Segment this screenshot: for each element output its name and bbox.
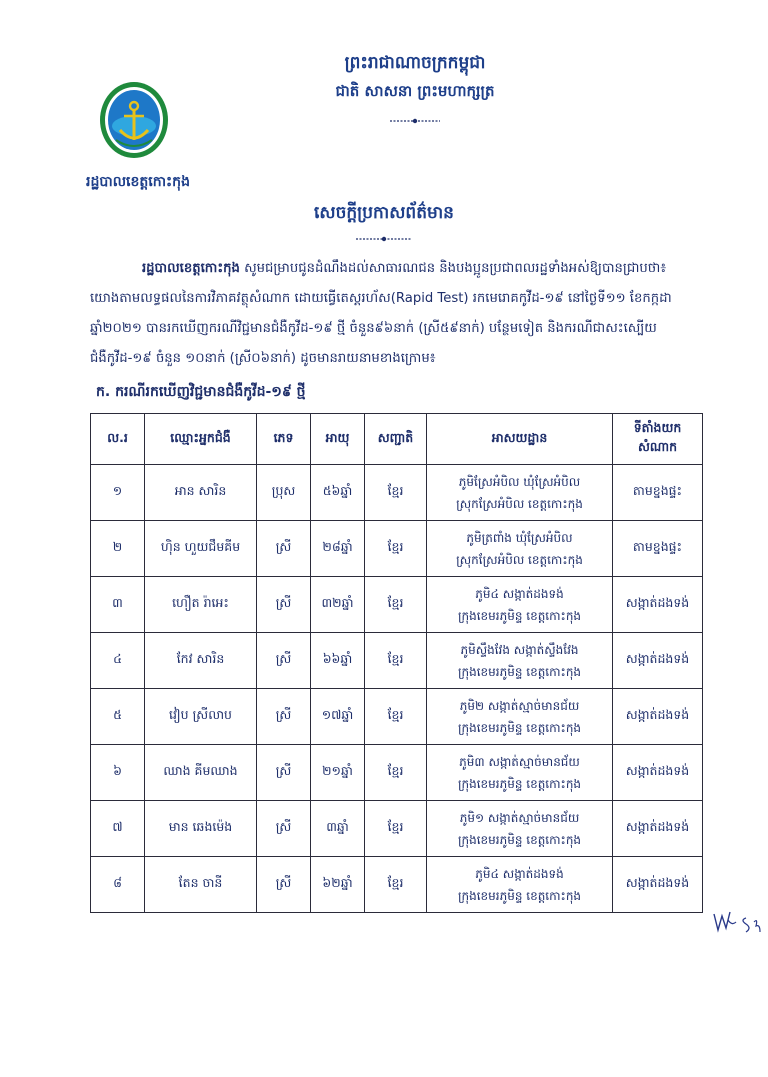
address-line-2: ក្រុងខេមរភូមិន្ទ ខេត្តកោះកុង [457, 832, 582, 847]
address-line-2: ក្រុងខេមរភូមិន្ទ ខេត្តកោះកុង [457, 664, 582, 679]
cell-sex: ស្រី [257, 577, 311, 633]
address-line-1: ភូមិ១ សង្កាត់ស្មាច់មានជ័យ [459, 810, 580, 825]
cell-no: ៤ [91, 633, 145, 689]
address-line-1: ភូមិ៤ សង្កាត់ដងទង់ [475, 586, 564, 601]
cell-address [427, 577, 613, 633]
cell-address [427, 521, 613, 577]
cell-name: កែវ សារិន [145, 633, 257, 689]
address-line-2: ក្រុងខេមរភូមិន្ទ ខេត្តកោះកុង [457, 776, 582, 791]
cell-address [427, 633, 613, 689]
cell-location: តាមខ្នងផ្ទះ [613, 521, 703, 577]
address-line-1: ភូមិ២ សង្កាត់ស្មាច់មានជ័យ [459, 698, 580, 713]
cell-name: មាន ឆេងម៉េង [145, 801, 257, 857]
cell-sex: ស្រី [257, 801, 311, 857]
cell-name: តែន ចានី [145, 857, 257, 913]
cell-sex: ស្រី [257, 689, 311, 745]
cell-location: សង្កាត់ដងទង់ [613, 689, 703, 745]
address-line-1: ភូមិស្ទឹងវែង សង្កាត់ស្ទឹងវែង [460, 642, 579, 657]
cell-no: ៦ [91, 745, 145, 801]
announcement-paragraph [90, 254, 686, 374]
table-row [91, 465, 703, 521]
cell-sex: ស្រី [257, 521, 311, 577]
header-nationality: សញ្ជាតិ [365, 414, 427, 465]
organization-name: រដ្ឋបាលខេត្តកោះកុង [86, 174, 190, 190]
cell-address [427, 745, 613, 801]
table-row [91, 689, 703, 745]
cell-name: វៀប ស្រីលាប [145, 689, 257, 745]
cell-no: ៥ [91, 689, 145, 745]
table-row [91, 801, 703, 857]
cell-address [427, 689, 613, 745]
address-line-2: ស្រុកស្រែអំបិល ខេត្តកោះកុង [456, 552, 583, 567]
header-no: ល.រ [91, 414, 145, 465]
cell-name: ហឿត រ៉ាអេះ [145, 577, 257, 633]
cell-address [427, 801, 613, 857]
header-sample-location: ទីតាំងយកសំណាក [613, 414, 703, 465]
cell-name: អាន សារិន [145, 465, 257, 521]
cell-age: ២១ឆ្នាំ [311, 745, 365, 801]
paragraph-lead: រដ្ឋបាលខេត្តកោះកុង [142, 261, 240, 276]
cell-nationality: ខ្មែរ [365, 465, 427, 521]
cell-age: ៦៦ឆ្នាំ [311, 633, 365, 689]
header-sex: ភេទ [257, 414, 311, 465]
national-motto: ជាតិ សាសនា ព្រះមហាក្សត្រ [335, 82, 495, 100]
table-row [91, 577, 703, 633]
cell-no: ៣ [91, 577, 145, 633]
section-heading: ក. ករណីរកឃើញវិជ្ជមានជំងឺកូវីដ-១៩ ថ្មី [96, 384, 306, 400]
cell-location: សង្កាត់ដងទង់ [613, 633, 703, 689]
cell-nationality: ខ្មែរ [365, 521, 427, 577]
address-line-2: ក្រុងខេមរភូមិន្ទ ខេត្តកោះកុង [457, 720, 582, 735]
cell-nationality: ខ្មែរ [365, 689, 427, 745]
cell-nationality: ខ្មែរ [365, 801, 427, 857]
cell-age: ៦២ឆ្នាំ [311, 857, 365, 913]
cell-age: ៣ឆ្នាំ [311, 801, 365, 857]
table-row [91, 633, 703, 689]
cases-table [90, 413, 703, 913]
cell-address [427, 857, 613, 913]
address-line-1: ភូមិ៤ សង្កាត់ដងទង់ [475, 866, 564, 881]
cell-sex: ប្រុស [257, 465, 311, 521]
table-row [91, 745, 703, 801]
table-row [91, 857, 703, 913]
address-line-2: ក្រុងខេមរភូមិន្ទ ខេត្តកោះកុង [457, 608, 582, 623]
cell-sex: ស្រី [257, 745, 311, 801]
address-line-1: ភូមិ៣ សង្កាត់ស្មាច់មានជ័យ [459, 754, 580, 769]
address-line-2: ស្រុកស្រែអំបិល ខេត្តកោះកុង [456, 496, 583, 511]
cell-age: ៥៦ឆ្នាំ [311, 465, 365, 521]
paragraph-text: សូមជម្រាបជូនដំណឹងដល់សាធារណជន និងបងប្អូនប្រជាពលរដ្ឋទាំងអស់ឱ្យបានជ្រាបថា៖ យោងតាមលទ្ធផលនៃការវិភាគវត្ថុសំណាក ដោយធ្វើតេស្តរហ័ស(Rapid Test) រកមេរោគកូវីដ-១៩ នៅថ្ងៃទី១១ ខែកក្កដា ឆ្នាំ២០២១ បានរកឃើញករណីវិជ្ជមានជំងឺកូវីដ-១៩ ថ្មី ចំនួន៩៦នាក់ (ស្រី៥៩នាក់) បន្ថែមទៀត និងករណីជាសះស្បើយជំងឺកូវីដ-១៩ ចំនួន ១០នាក់ (ស្រី០៦នាក់) ដូចមានរាយនាមខាងក្រោម៖ [90, 261, 672, 366]
table-row [91, 521, 703, 577]
header-name: ឈ្មោះអ្នកជំងឺ [145, 414, 257, 465]
address-line-1: ភូមិស្រែអំបិល ឃុំស្រែអំបិល [458, 474, 581, 489]
cell-nationality: ខ្មែរ [365, 633, 427, 689]
cell-no: ២ [91, 521, 145, 577]
kingdom-title: ព្រះរាជាណាចក្រកម្ពុជា [344, 53, 486, 73]
cell-name: ឈាង គីមឈាង [145, 745, 257, 801]
cell-age: ១៧ឆ្នាំ [311, 689, 365, 745]
cell-location: តាមខ្នងផ្ទះ [613, 465, 703, 521]
handwritten-initials-icon [710, 906, 764, 936]
cell-nationality: ខ្មែរ [365, 857, 427, 913]
cell-location: សង្កាត់ដងទង់ [613, 745, 703, 801]
ornament-divider-icon [356, 235, 412, 243]
cell-nationality: ខ្មែរ [365, 745, 427, 801]
document-title: សេចក្តីប្រកាសព័ត៌មាន [314, 203, 454, 223]
header-age: អាយុ [311, 414, 365, 465]
address-line-2: ក្រុងខេមរភូមិន្ទ ខេត្តកោះកុង [457, 888, 582, 903]
cell-location: សង្កាត់ដងទង់ [613, 801, 703, 857]
table-header-row [91, 414, 703, 465]
cell-nationality: ខ្មែរ [365, 577, 427, 633]
cell-sex: ស្រី [257, 857, 311, 913]
logo-emblem-icon [98, 80, 170, 166]
cell-age: ២៨ឆ្នាំ [311, 521, 365, 577]
header-address: អាសយដ្ឋាន [427, 414, 613, 465]
cell-location: សង្កាត់ដងទង់ [613, 577, 703, 633]
cell-age: ៣២ឆ្នាំ [311, 577, 365, 633]
cell-no: ៨ [91, 857, 145, 913]
cell-no: ៧ [91, 801, 145, 857]
address-line-1: ភូមិត្រពាំង ឃុំស្រែអំបិល [466, 530, 573, 545]
ornament-divider-icon [390, 117, 440, 125]
cell-name: ហ៊ិន ហួយជឹមគីម [145, 521, 257, 577]
cell-location: សង្កាត់ដងទង់ [613, 857, 703, 913]
cell-sex: ស្រី [257, 633, 311, 689]
cell-address [427, 465, 613, 521]
cell-no: ១ [91, 465, 145, 521]
